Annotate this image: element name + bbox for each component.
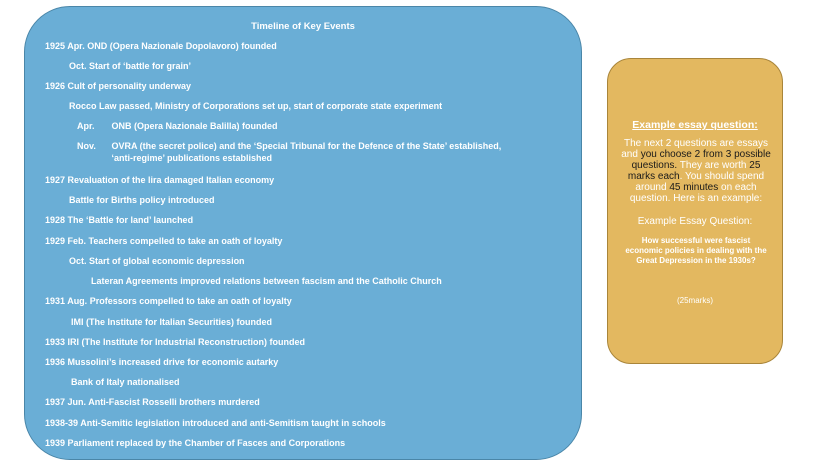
timeline-entry	[77, 120, 522, 132]
entry-date: Oct.	[69, 61, 87, 71]
timeline-title: Timeline of Key Events	[251, 21, 355, 32]
entry-text: Lateran Agreements improved relations between fascism and the Catholic Church	[91, 276, 442, 286]
entry-text: Bank of Italy nationalised	[71, 377, 180, 387]
intro-text: . You should spend around	[635, 171, 765, 193]
intro-text: They are worth	[677, 160, 750, 171]
entry-text: Start of global economic depression	[89, 256, 245, 266]
intro-emphasis: 25 marks each	[627, 160, 761, 182]
entry-date: 1937 Jun.	[45, 397, 87, 407]
intro-text: The next 2 questions are essays and	[621, 138, 768, 160]
timeline-entry	[45, 336, 305, 348]
entry-text: IMI (The Institute for Italian Securities) founded	[71, 317, 273, 327]
intro-emphasis: you choose 2 from 3 possible questions.	[631, 149, 771, 171]
timeline-entry	[45, 235, 282, 247]
entry-text: Parliament replaced by the Chamber of Fasces and Corporations	[67, 438, 346, 448]
entry-text: Mussolini’s increased drive for economic autarky	[67, 357, 279, 367]
entry-text: Start of ‘battle for grain’	[89, 61, 192, 71]
entry-date: Apr.	[77, 121, 95, 131]
entry-date: 1938-39	[45, 418, 79, 428]
timeline-entry	[71, 316, 272, 328]
timeline-entry	[45, 214, 193, 226]
entry-text: ONB (Opera Nazionale Balilla) founded	[111, 121, 278, 131]
essay-heading: Example essay question:	[632, 119, 758, 131]
intro-emphasis: 45 minutes	[669, 182, 719, 193]
entry-text: OND (Opera Nazionale Dopolavoro) founded	[87, 41, 277, 51]
timeline-panel	[24, 6, 582, 460]
entry-date: 1936	[45, 357, 66, 367]
entry-text: Rocco Law passed, Ministry of Corporations set up, start of corporate state experiment	[69, 101, 443, 111]
entry-date: 1925 Apr.	[45, 41, 85, 51]
entry-date: 1939	[45, 438, 66, 448]
timeline-entry	[69, 60, 191, 72]
entry-date: 1931 Aug.	[45, 296, 88, 306]
entry-text: Teachers compelled to take an oath of loyalty	[88, 236, 283, 246]
entry-text: OVRA (the secret police) and the ‘Special Tribunal for the Defence of the State’ established, ‘anti-regime’ publications established	[111, 141, 502, 163]
timeline-entry	[45, 295, 292, 307]
timeline-entry	[45, 396, 260, 408]
entry-date: 1927	[45, 175, 66, 185]
entry-text: Professors compelled to take an oath of loyalty	[89, 296, 292, 306]
timeline-entry	[69, 194, 215, 206]
timeline-entry	[45, 80, 191, 92]
entry-date: 1933	[45, 337, 66, 347]
entry-date: Oct.	[69, 256, 87, 266]
entry-text: Cult of personality underway	[67, 81, 192, 91]
entry-text: Anti-Fascist Rosselli brothers murdered	[88, 397, 260, 407]
timeline-entry	[45, 356, 278, 368]
entry-text: Anti-Semitic legislation introduced and anti-Semitism taught in schools	[80, 418, 386, 428]
intro-text: on each question. Here is an example:	[629, 182, 763, 204]
timeline-entry	[91, 275, 442, 287]
timeline-entry	[45, 417, 386, 429]
essay-question-label: Example Essay Question:	[637, 216, 753, 227]
essay-question: How successful were fascist economic policies in dealing with the Great Depression in the 1930s?	[625, 236, 767, 265]
entry-text: Revaluation of the lira damaged Italian economy	[67, 175, 275, 185]
essay-intro	[618, 138, 774, 204]
timeline-entry	[71, 376, 180, 388]
entry-date: Nov.	[77, 141, 96, 151]
timeline-entry	[45, 174, 274, 186]
entry-date: 1929 Feb.	[45, 236, 87, 246]
timeline-entry	[45, 40, 277, 52]
entry-text: Battle for Births policy introduced	[69, 195, 215, 205]
entry-text: IRI (The Institute for Industrial Reconstruction) founded	[67, 337, 306, 347]
entry-date: 1926	[45, 81, 66, 91]
entry-date: 1928	[45, 215, 66, 225]
timeline-entry	[77, 140, 522, 164]
essay-marks: (25marks)	[676, 296, 713, 305]
timeline-entry	[45, 437, 345, 449]
timeline-entry	[69, 100, 442, 112]
entry-text: The ‘Battle for land’ launched	[67, 215, 194, 225]
timeline-entry	[69, 255, 245, 267]
essay-panel	[607, 58, 783, 364]
